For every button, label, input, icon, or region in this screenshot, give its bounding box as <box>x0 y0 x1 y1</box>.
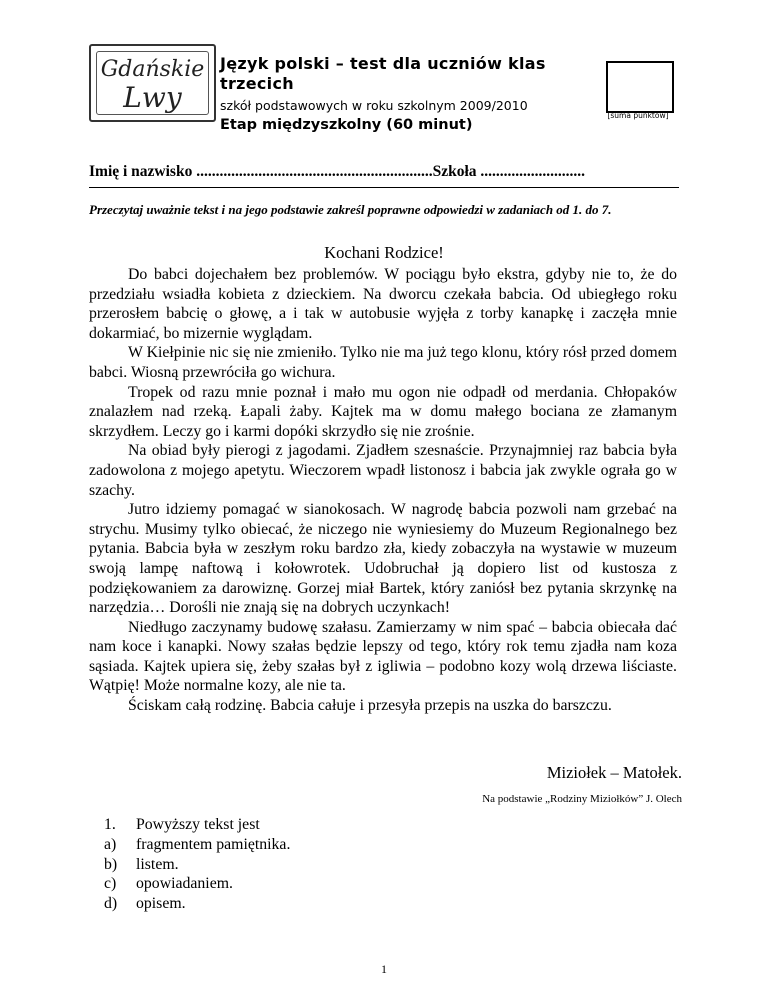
answer-option-a[interactable] <box>104 835 290 855</box>
letter-paragraph: Niedługo zaczynamy budowę szałasu. Zamierzamy w nim spać – babcia obiecała dać nam koce i kanapki. Nowy szałas będzie lepszy od tego, który rok temu zjadła nam koza sąsiada. Kajtek upiera się, żeby szałas był z igliwia – podobno kozy wolą drzewa liściaste. Wątpię! Może normalne kozy, ale nie ta. <box>89 618 677 695</box>
student-name-school-line: Imię i nazwisko .............................................................Szkoła ........................... <box>89 163 586 180</box>
divider <box>89 187 679 188</box>
score-box <box>606 61 674 113</box>
logo-gdanskie-lwy <box>89 44 216 122</box>
letter-paragraph: Jutro idziemy pomagać w sianokosach. W nagrodę babcia pozwoli nam grzebać na strychu. Musimy tylko obiecać, że niczego nie wyniesiemy do Muzeum Regionalnego bez pytania. Babcia była w zeszłym roku bardzo zła, kiedy zobaczyła na wystawie w muzeum swoją lampę naftową i kołowrotek. Udobruchał ją dopiero list od kustosza z podziękowaniem za darowiznę. Gorzej miał Bartek, który zaniósł bez pytania skrzynkę na narzędzia… Dorośli nie znają się na dobrych uczynkach! <box>89 501 677 617</box>
test-title: Język polski – test dla uczniów klas trzecich <box>220 54 546 93</box>
letter-paragraph: Ściskam całą rodzinę. Babcia całuje i przesyła przepis na uszka do barszczu. <box>128 697 612 715</box>
instruction: Przeczytaj uważnie tekst i na jego podstawie zakreśl poprawne odpowiedzi w zadaniach od 1. do 7. <box>89 202 612 217</box>
letter-source: Na podstawie „Rodziny Miziołków” J. Olech <box>482 793 682 805</box>
option-text: fragmentem pamiętnika. <box>136 835 291 853</box>
logo-frame <box>96 51 209 115</box>
question-1-stem <box>104 815 290 835</box>
answer-option-b[interactable] <box>104 855 290 875</box>
score-label: [suma punktów] <box>607 111 669 120</box>
option-mark: d) <box>104 895 118 913</box>
option-text: opowiadaniem. <box>136 875 233 893</box>
option-mark: c) <box>104 875 117 893</box>
question-number: 1. <box>104 816 116 833</box>
letter-paragraph: Tropek od razu mnie poznał i mało mu ogon nie odpadł od merdania. Chłopaków znalazłem nad rzeką. Łapali żaby. Kajtek ma w domu małego bociana ze złamanym skrzydłem. Leczy go i karmi dopóki skrzydło się nie zrośnie. <box>89 383 677 440</box>
test-subtitle: szkół podstawowych w roku szkolnym 2009/2010 <box>220 98 528 113</box>
option-text: listem. <box>136 855 179 873</box>
letter-greeting: Kochani Rodzice! <box>324 243 444 262</box>
answer-option-c[interactable] <box>104 874 290 894</box>
letter-body <box>89 265 677 716</box>
question-text: Powyższy tekst jest <box>136 816 260 833</box>
letter-signature: Miziołek – Matołek. <box>546 763 682 782</box>
logo-line2: Lwy <box>123 81 182 114</box>
letter-paragraph: Do babci dojechałem bez problemów. W pociągu było ekstra, gdyby nie to, że do przedziału wsiadła kobieta z dzieckiem. Na dworcu czekała babcia. Od ubiegłego roku przerosłem babcię o głowę, a i tak w autobusie wyjęła z torby kanapkę i zaczęła mnie dokarmiać, bo mizernie wyglądam. <box>89 266 677 342</box>
test-stage: Etap międzyszkolny (60 minut) <box>220 117 473 133</box>
letter-paragraph: W Kiełpinie nic się nie zmieniło. Tylko nie ma już tego klonu, który rósł przed domem babci. Wiosną przewróciła go wichura. <box>89 344 677 381</box>
page-number: 1 <box>381 962 387 976</box>
option-mark: b) <box>104 855 118 873</box>
answer-option-d[interactable] <box>104 894 290 914</box>
logo-line1: Gdańskie <box>100 57 205 82</box>
option-mark: a) <box>104 835 117 853</box>
question-1 <box>104 815 290 914</box>
option-text: opisem. <box>136 895 186 913</box>
letter-paragraph: Na obiad były pierogi z jagodami. Zjadłem szesnaście. Przynajmniej raz babcia była zadowolona z mojego apetytu. Wieczorem wpadł listonosz i babcia jak zwykle ograła go w szachy. <box>89 442 677 499</box>
